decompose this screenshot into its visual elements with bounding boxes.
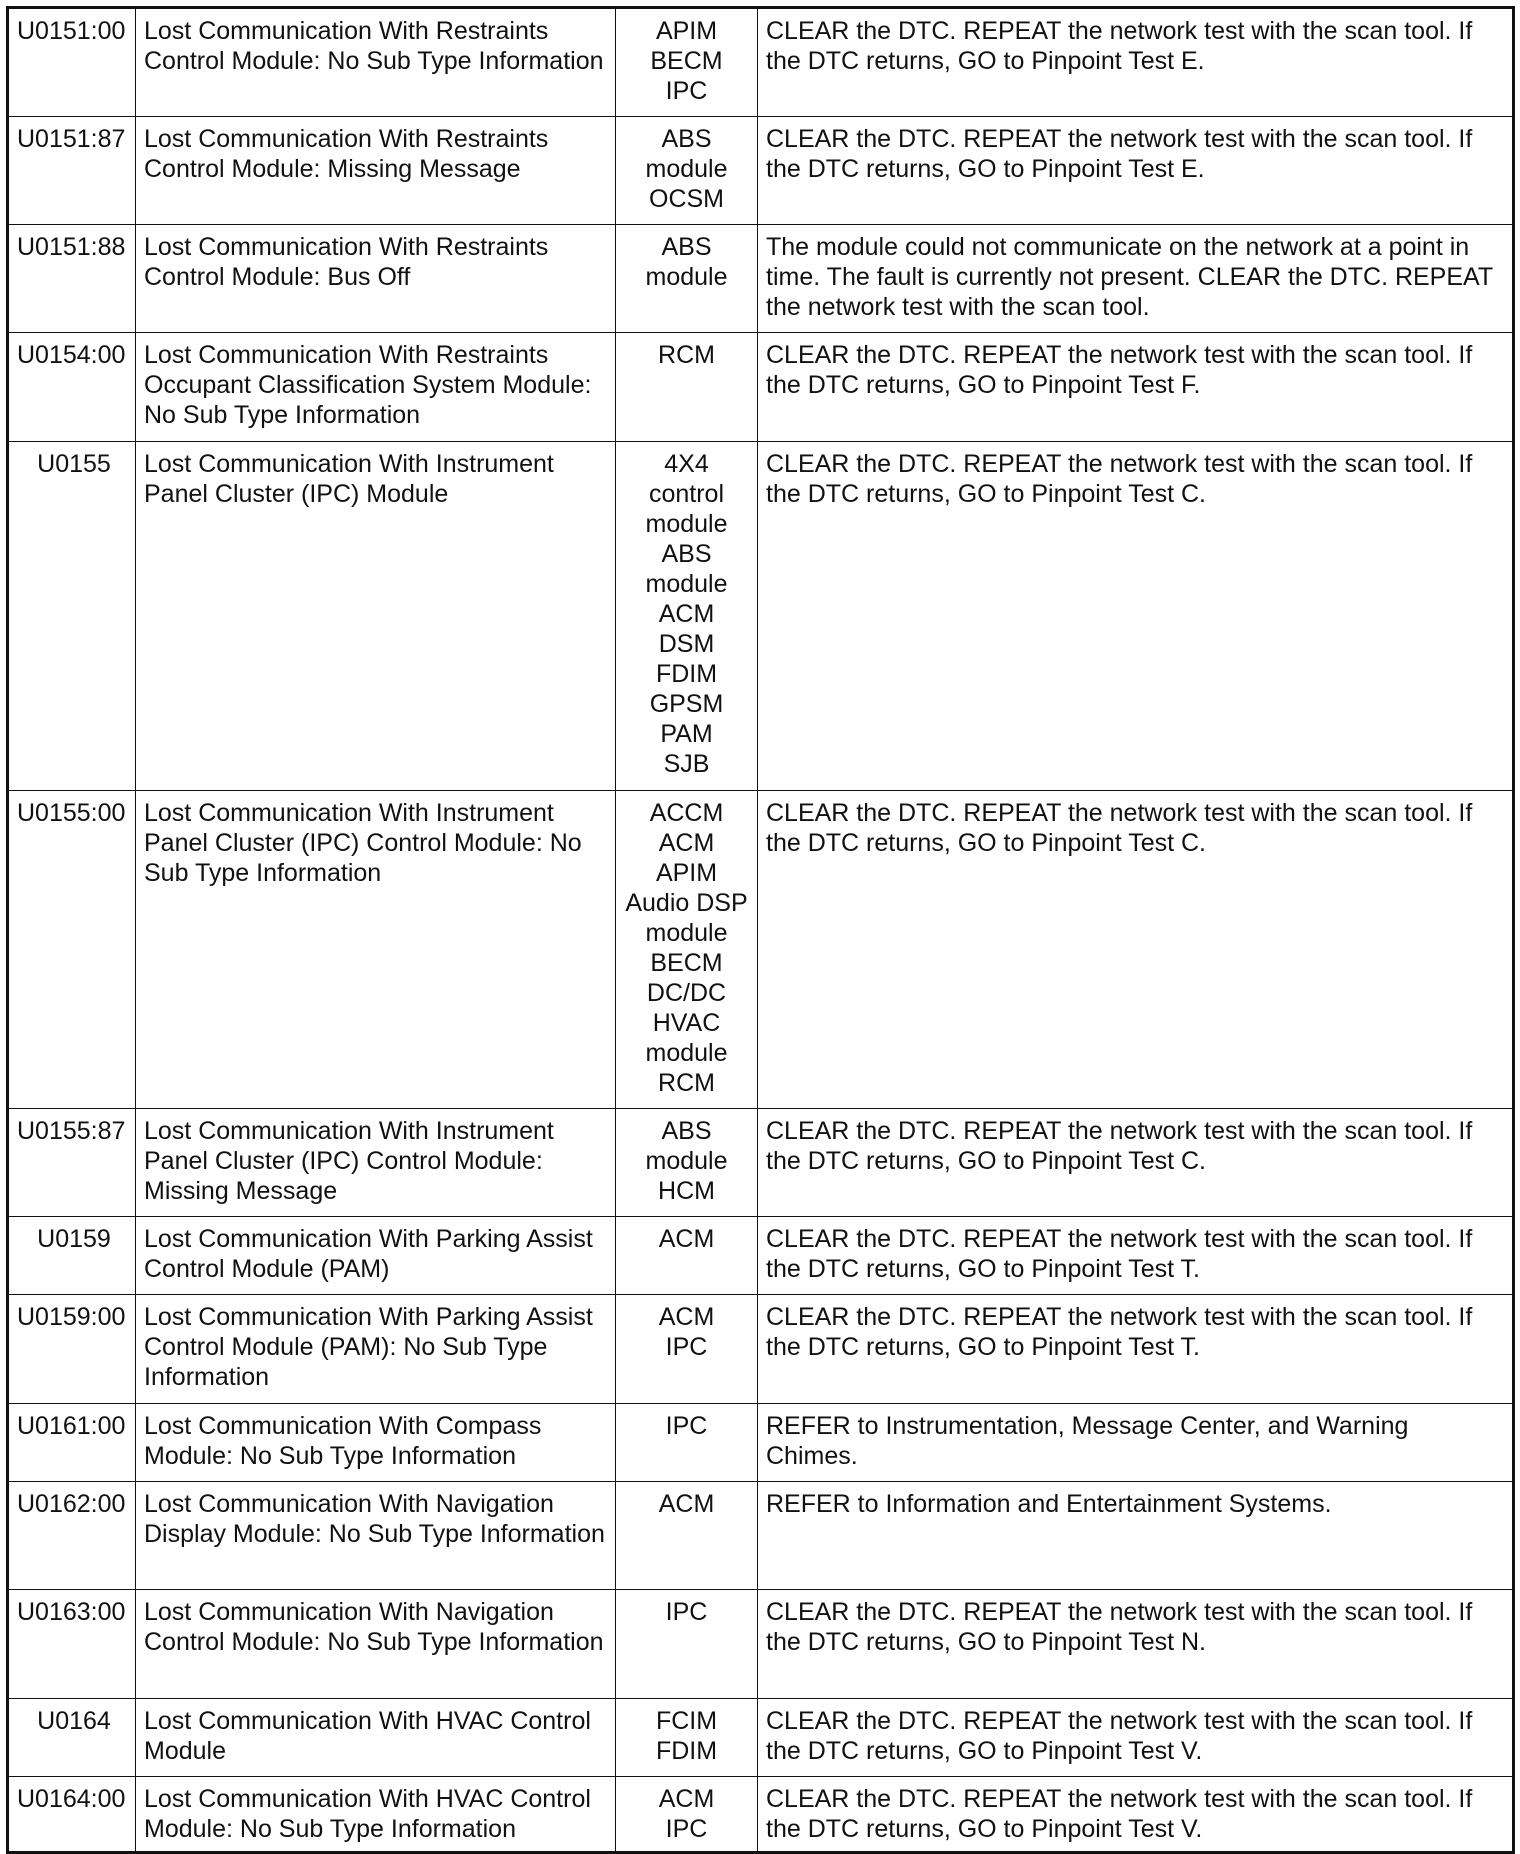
module-name: IPC [665,1412,708,1440]
module-name: OCSM [649,185,724,213]
module-name: ACCM [649,799,724,827]
table-row [8,117,1514,225]
dtc-modules-cell [616,333,758,442]
module-name: module [645,919,728,947]
table-row [8,1482,1514,1590]
module-name: module [645,263,728,291]
dtc-action-cell: CLEAR the DTC. REPEAT the network test with the scan tool. If the DTC returns, GO to Pinpoint Test N. [758,1590,1514,1699]
dtc-modules-cell [616,1404,758,1482]
dtc-table [6,6,1515,1854]
dtc-action-cell: CLEAR the DTC. REPEAT the network test with the scan tool. If the DTC returns, GO to Pinpoint Test V. [758,1699,1514,1777]
module-name: ACM [658,1490,715,1518]
dtc-modules-cell [616,1699,758,1777]
dtc-description-cell: Lost Communication With Instrument Panel Cluster (IPC) Control Module: No Sub Type Information [136,791,616,1109]
module-name: APIM [655,17,718,45]
dtc-action-cell: CLEAR the DTC. REPEAT the network test with the scan tool. If the DTC returns, GO to Pinpoint Test E. [758,8,1514,117]
dtc-code-cell: U0161:00 [8,1404,136,1482]
module-name: module [645,510,728,538]
table-row [8,1109,1514,1217]
dtc-modules-cell [616,1109,758,1217]
dtc-code-cell: U0163:00 [8,1590,136,1699]
module-name: ACM [658,829,715,857]
module-name: IPC [665,1598,708,1626]
dtc-code-cell: U0159 [8,1217,136,1295]
module-name: BECM [650,949,723,977]
dtc-action-cell: CLEAR the DTC. REPEAT the network test with the scan tool. If the DTC returns, GO to Pinpoint Test C. [758,442,1514,791]
dtc-description-cell: Lost Communication With Parking Assist Control Module (PAM): No Sub Type Information [136,1295,616,1404]
dtc-modules-cell [616,1295,758,1404]
module-name: ACM [658,1303,715,1331]
module-name: RCM [658,1069,715,1097]
module-name: DC/DC [646,979,727,1007]
dtc-action-cell: The module could not communicate on the network at a point in time. The fault is currently not present. CLEAR the DTC. REPEAT the network test with the scan tool. [758,225,1514,333]
dtc-description-cell: Lost Communication With Navigation Control Module: No Sub Type Information [136,1590,616,1699]
dtc-action-cell: CLEAR the DTC. REPEAT the network test with the scan tool. If the DTC returns, GO to Pinpoint Test E. [758,117,1514,225]
dtc-code-cell: U0155 [8,442,136,791]
dtc-description-cell: Lost Communication With HVAC Control Module [136,1699,616,1777]
module-name: BECM [650,47,723,75]
module-name: ABS [661,540,712,568]
dtc-action-cell: CLEAR the DTC. REPEAT the network test with the scan tool. If the DTC returns, GO to Pinpoint Test T. [758,1295,1514,1404]
module-name: ABS [661,233,712,261]
module-name: ACM [658,1785,715,1813]
module-name: FDIM [655,660,718,688]
dtc-modules-cell [616,1482,758,1590]
dtc-description-cell: Lost Communication With Instrument Panel Cluster (IPC) Module [136,442,616,791]
module-name: module [645,1039,728,1067]
dtc-code-cell: U0155:00 [8,791,136,1109]
dtc-description-cell: Lost Communication With Instrument Panel Cluster (IPC) Control Module: Missing Message [136,1109,616,1217]
dtc-modules-cell [616,8,758,117]
module-name: FDIM [655,1737,718,1765]
dtc-action-cell: CLEAR the DTC. REPEAT the network test with the scan tool. If the DTC returns, GO to Pinpoint Test C. [758,791,1514,1109]
dtc-modules-cell [616,1217,758,1295]
table-row [8,1590,1514,1699]
module-name: module [645,155,728,183]
table-row [8,791,1514,1109]
module-name: ABS [661,125,712,153]
module-name: HVAC [652,1009,721,1037]
module-name: 4X4 [664,450,709,478]
dtc-description-cell: Lost Communication With Restraints Control Module: No Sub Type Information [136,8,616,117]
module-name: ACM [658,1225,715,1253]
module-name: module [645,570,728,598]
dtc-action-cell: CLEAR the DTC. REPEAT the network test with the scan tool. If the DTC returns, GO to Pinpoint Test C. [758,1109,1514,1217]
dtc-code-cell: U0162:00 [8,1482,136,1590]
dtc-description-cell: Lost Communication With Restraints Control Module: Missing Message [136,117,616,225]
module-name: control [648,480,725,508]
module-name: PAM [660,720,713,748]
dtc-modules-cell [616,1590,758,1699]
dtc-description-cell: Lost Communication With Parking Assist Control Module (PAM) [136,1217,616,1295]
dtc-modules-cell [616,1777,758,1853]
module-name: module [645,1147,728,1175]
dtc-description-cell: Lost Communication With Compass Module: No Sub Type Information [136,1404,616,1482]
module-name: APIM [655,859,718,887]
table-row [8,1404,1514,1482]
dtc-modules-cell [616,791,758,1109]
table-row [8,1217,1514,1295]
module-name: DSM [658,630,715,658]
dtc-modules-cell [616,442,758,791]
module-name: FCIM [655,1707,718,1735]
dtc-code-cell: U0164 [8,1699,136,1777]
dtc-description-cell: Lost Communication With HVAC Control Module: No Sub Type Information [136,1777,616,1853]
module-name: SJB [663,750,710,778]
dtc-action-cell: CLEAR the DTC. REPEAT the network test with the scan tool. If the DTC returns, GO to Pinpoint Test V. [758,1777,1514,1853]
dtc-table-body [8,8,1514,1853]
table-row [8,442,1514,791]
dtc-code-cell: U0151:00 [8,8,136,117]
module-name: ACM [658,600,715,628]
table-row [8,1699,1514,1777]
module-name: HCM [658,1177,715,1205]
dtc-action-cell: REFER to Instrumentation, Message Center, and Warning Chimes. [758,1404,1514,1482]
module-name: IPC [665,77,708,105]
dtc-description-cell: Lost Communication With Navigation Display Module: No Sub Type Information [136,1482,616,1590]
module-name: RCM [658,341,715,369]
dtc-code-cell: U0151:88 [8,225,136,333]
dtc-description-cell: Lost Communication With Restraints Occupant Classification System Module: No Sub Type Information [136,333,616,442]
table-row [8,1295,1514,1404]
table-row [8,225,1514,333]
dtc-code-cell: U0154:00 [8,333,136,442]
dtc-action-cell: CLEAR the DTC. REPEAT the network test with the scan tool. If the DTC returns, GO to Pinpoint Test F. [758,333,1514,442]
dtc-code-cell: U0151:87 [8,117,136,225]
module-name: Audio DSP [625,889,748,917]
module-name: GPSM [649,690,724,718]
table-row [8,8,1514,117]
dtc-modules-cell [616,117,758,225]
module-name: ABS [661,1117,712,1145]
dtc-modules-cell [616,225,758,333]
table-row [8,333,1514,442]
dtc-action-cell: REFER to Information and Entertainment Systems. [758,1482,1514,1590]
dtc-code-cell: U0164:00 [8,1777,136,1853]
table-row [8,1777,1514,1853]
module-name: IPC [665,1815,708,1843]
module-name: IPC [665,1333,708,1361]
dtc-code-cell: U0155:87 [8,1109,136,1217]
dtc-description-cell: Lost Communication With Restraints Control Module: Bus Off [136,225,616,333]
dtc-action-cell: CLEAR the DTC. REPEAT the network test with the scan tool. If the DTC returns, GO to Pinpoint Test T. [758,1217,1514,1295]
dtc-code-cell: U0159:00 [8,1295,136,1404]
